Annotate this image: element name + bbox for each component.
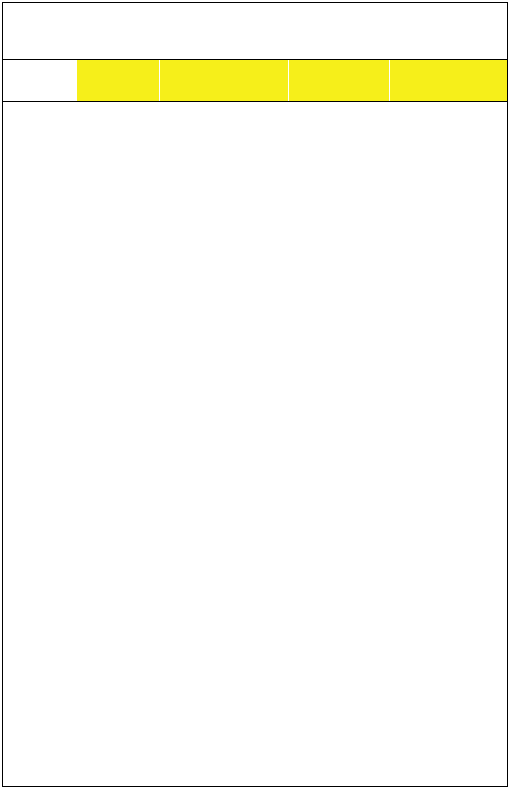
header-hip	[390, 60, 507, 101]
size-chart	[2, 2, 508, 787]
header-bust	[160, 60, 288, 101]
header-row	[3, 60, 507, 102]
header-waist	[289, 60, 389, 101]
header-size	[77, 60, 159, 101]
chart-title	[3, 3, 507, 60]
